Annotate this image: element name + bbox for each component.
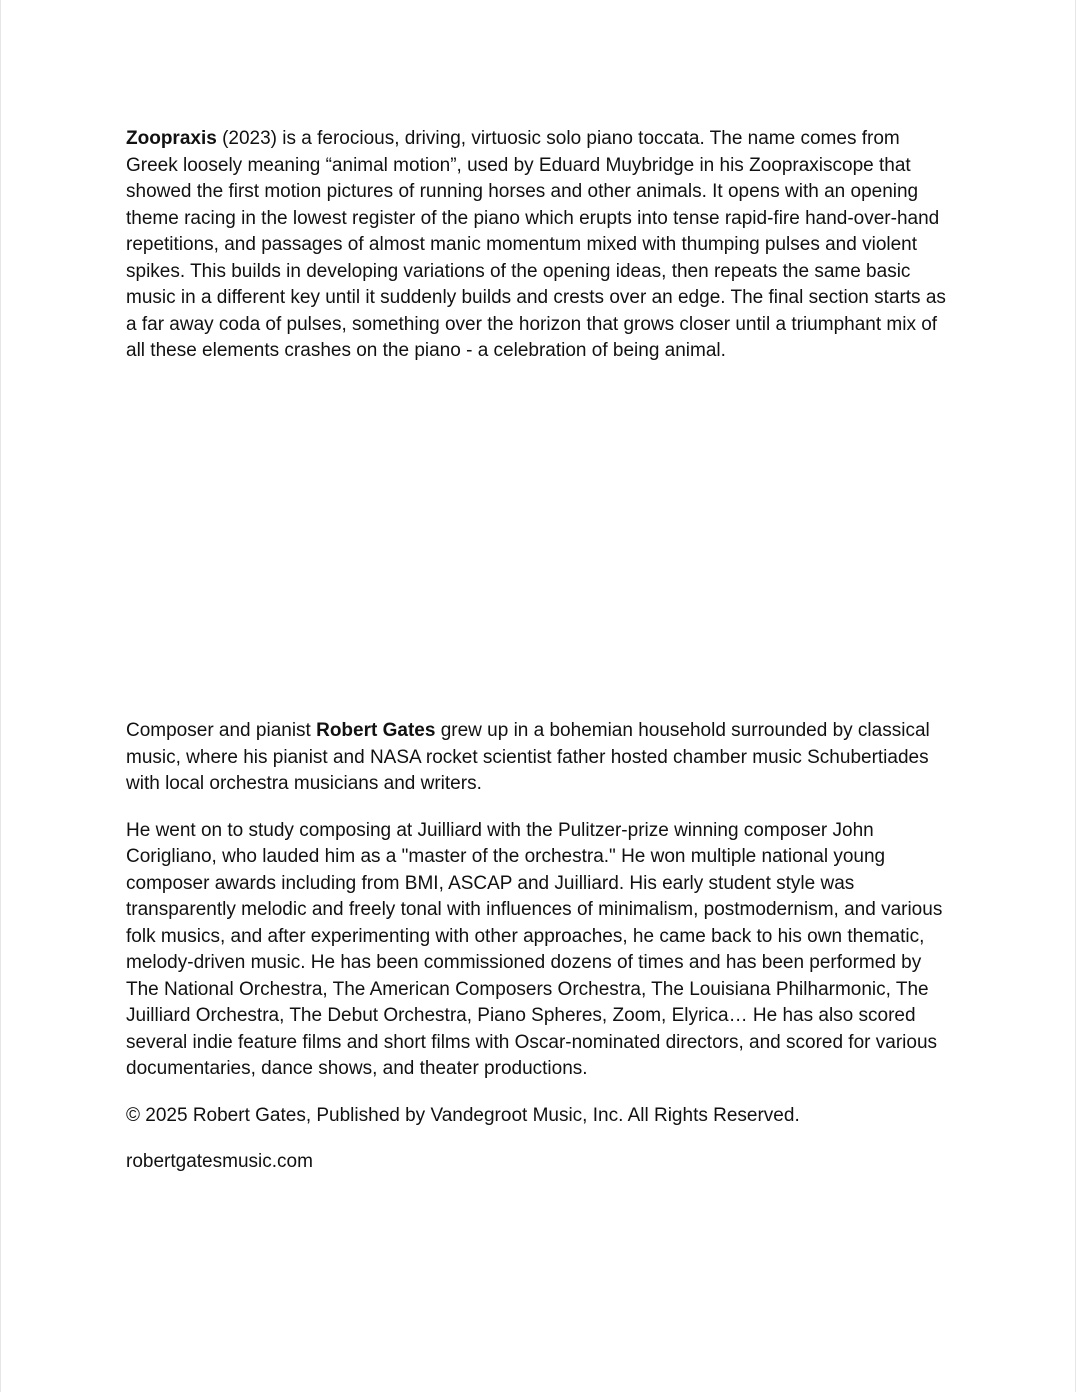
bio-intro-paragraph (126, 718, 956, 798)
work-title: Zoopraxis (126, 128, 217, 149)
program-note-body: (2023) is a ferocious, driving, virtuosic solo piano toccata. The name comes from Greek loosely meaning “animal motion”, used by Eduard Muybridge in his Zoopraxiscope that showed the first motion pictures of running horses and other animals. It opens with an opening theme racing in the lowest register of the piano which erupts into tense rapid-fire hand-over-hand repetitions, and passages of almost manic momentum mixed with thumping pulses and violent spikes. This builds in developing variations of the opening ideas, then repeats the same basic music in a different key until it suddenly builds and crests over an edge. The final section starts as a far away coda of pulses, something over the horizon that grows closer until a triumphant mix of all these elements crashes on the piano - a celebration of being animal. (126, 128, 946, 361)
bio-career-paragraph: He went on to study composing at Juilliard with the Pulitzer-prize winning composer John Corigliano, who lauded him as a "master of the orchestra." He won multiple national young composer awards including from BMI, ASCAP and Juilliard. His early student style was transparently melodic and freely tonal with influences of minimalism, postmodernism, and various folk musics, and after experimenting with other approaches, he came back to his own thematic, melody-driven music. He has been commissioned dozens of times and has been performed by The National Orchestra, The American Composers Orchestra, The Louisiana Philharmonic, The Juilliard Orchestra, The Debut Orchestra, Piano Spheres, Zoom, Elyrica… He has also scored several indie feature films and short films with Oscar-nominated directors, and scored for various documentaries, dance shows, and theater productions. (126, 819, 943, 1079)
website-text: robertgatesmusic.com (126, 1151, 313, 1172)
program-note-paragraph (126, 126, 956, 365)
composer-name: Robert Gates (316, 720, 436, 741)
bio-intro-before: Composer and pianist (126, 720, 317, 741)
bio-intro-after: grew up in a bohemian household surrounded by classical music, where his pianist and NASA rocket scientist father hosted chamber music Schubertiades with local orchestra musicians and writers. (126, 720, 930, 794)
composer-bio-section (126, 718, 956, 1196)
copyright-notice: © 2025 Robert Gates, Published by Vandegroot Music, Inc. All Rights Reserved. (126, 1104, 800, 1126)
program-note-section (126, 126, 956, 385)
